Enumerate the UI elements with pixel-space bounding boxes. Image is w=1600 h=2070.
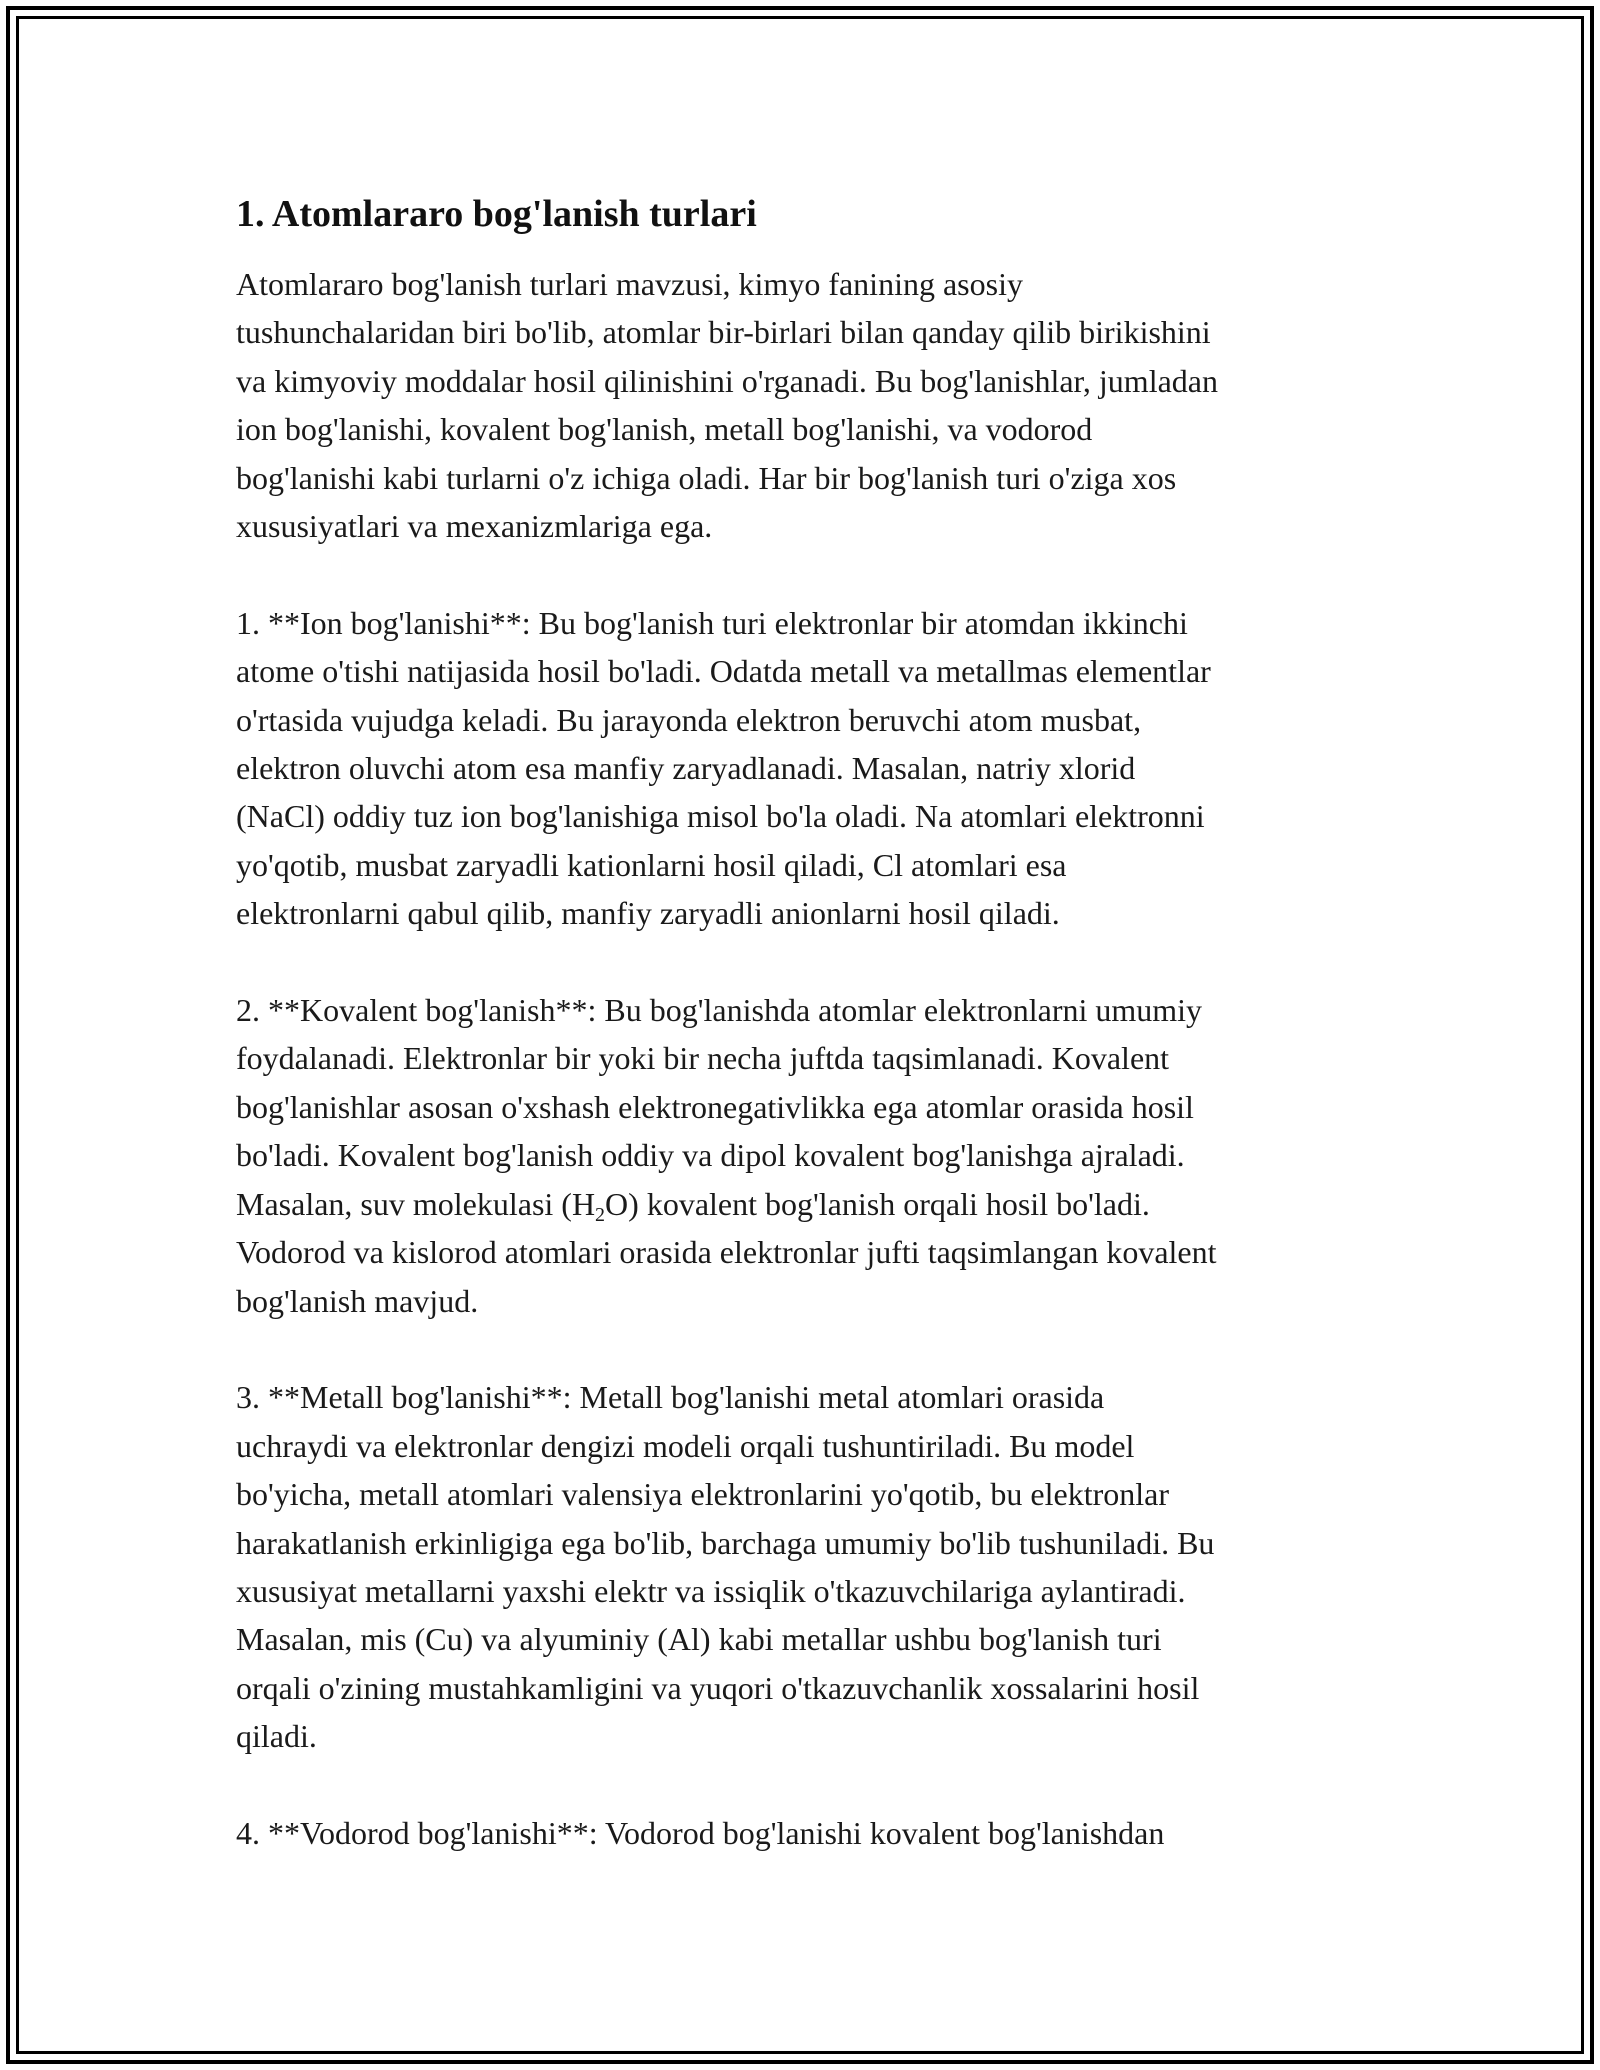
text-fragment: Masalan, suv molekulasi (H (236, 1185, 596, 1222)
text-line: 1. **Ion bog'lanishi**: Bu bog'lanish turi elektronlar bir atomdan ikkinchi (236, 604, 1188, 641)
text-line: atome o'tishi natijasida hosil bo'ladi. Odatda metall va metallmas elementlar (236, 653, 1211, 690)
text-line: orqali o'zining mustahkamligini va yuqori o'tkazuvchanlik xossalarini hosil (236, 1669, 1200, 1706)
text-line: elektronlarni qabul qilib, manfiy zaryadli anionlarni hosil qiladi. (236, 895, 1060, 932)
text-line: qiladi. (236, 1718, 317, 1755)
text-line: bog'lanish mavjud. (236, 1282, 479, 1319)
intro-paragraph (236, 260, 1376, 550)
text-line: Vodorod va kislorod atomlari orasida elektronlar jufti taqsimlangan kovalent (236, 1234, 1217, 1271)
text-line: bog'lanishi kabi turlarni o'z ichiga oladi. Har bir bog'lanish turi o'ziga xos (236, 459, 1177, 496)
text-line: harakatlanish erkinligiga ega bo'lib, barchaga umumiy bo'lib tushuniladi. Bu (236, 1524, 1215, 1561)
text-line: tushunchalaridan biri bo'lib, atomlar bir-birlari bilan qanday qilib birikishini (236, 314, 1211, 351)
text-line: yo'qotib, musbat zaryadli kationlarni hosil qiladi, Cl atomlari esa (236, 846, 1067, 883)
text-line: 2. **Kovalent bog'lanish**: Bu bog'lanishda atomlar elektronlarni umumiy (236, 992, 1203, 1029)
text-line: ion bog'lanishi, kovalent bog'lanish, metall bog'lanishi, va vodorod (236, 411, 1093, 448)
covalent-bond-paragraph (236, 986, 1376, 1325)
text-line: va kimyoviy moddalar hosil qilinishini o'rganadi. Bu bog'lanishlar, jumladan (236, 362, 1218, 399)
text-line: foydalanadi. Elektronlar bir yoki bir necha juftda taqsimlanadi. Kovalent (236, 1040, 1170, 1077)
text-line: bo'yicha, metall atomlari valensiya elektronlarini yo'qotib, bu elektronlar (236, 1476, 1170, 1513)
text-fragment: O) kovalent bog'lanish orqali hosil bo'ladi. (605, 1185, 1150, 1222)
text-line: Atomlararo bog'lanish turlari mavzusi, kimyo fanining asosiy (236, 266, 1023, 302)
text-line: elektron oluvchi atom esa manfiy zaryadlanadi. Masalan, natriy xlorid (236, 750, 1136, 787)
text-line: xususiyatlari va mexanizmlariga ega. (236, 508, 713, 545)
section-heading: 1. Atomlararo bog'lanish turlari (236, 193, 757, 235)
text-line: 3. **Metall bog'lanishi**: Metall bog'lanishi metal atomlari orasida (236, 1379, 1105, 1416)
text-line: o'rtasida vujudga keladi. Bu jarayonda elektron beruvchi atom musbat, (236, 701, 1142, 738)
text-line: xususiyat metallarni yaxshi elektr va issiqlik o'tkazuvchilariga aylantiradi. (236, 1572, 1186, 1609)
text-line: Masalan, mis (Cu) va alyuminiy (Al) kabi metallar ushbu bog'lanish turi (236, 1621, 1162, 1658)
water-formula-line (236, 1180, 1376, 1228)
text-line: (NaCl) oddiy tuz ion bog'lanishiga misol bo'la oladi. Na atomlari elektronni (236, 798, 1205, 835)
text-line: bog'lanishlar asosan o'xshash elektronegativlikka ega atomlar orasida hosil (236, 1088, 1194, 1125)
text-line: 4. **Vodorod bog'lanishi**: Vodorod bog'lanishi kovalent bog'lanishdan (236, 1814, 1165, 1851)
metal-bond-paragraph (236, 1373, 1376, 1760)
subscript-two: 2 (595, 1203, 606, 1226)
text-line: uchraydi va elektronlar dengizi modeli orqali tushuntiriladi. Bu model (236, 1427, 1135, 1464)
text-line: bo'ladi. Kovalent bog'lanish oddiy va dipol kovalent bog'lanishga ajraladi. (236, 1137, 1185, 1174)
document-body (236, 190, 1376, 1906)
hydrogen-bond-paragraph (236, 1809, 1376, 1857)
ion-bond-paragraph (236, 599, 1376, 938)
